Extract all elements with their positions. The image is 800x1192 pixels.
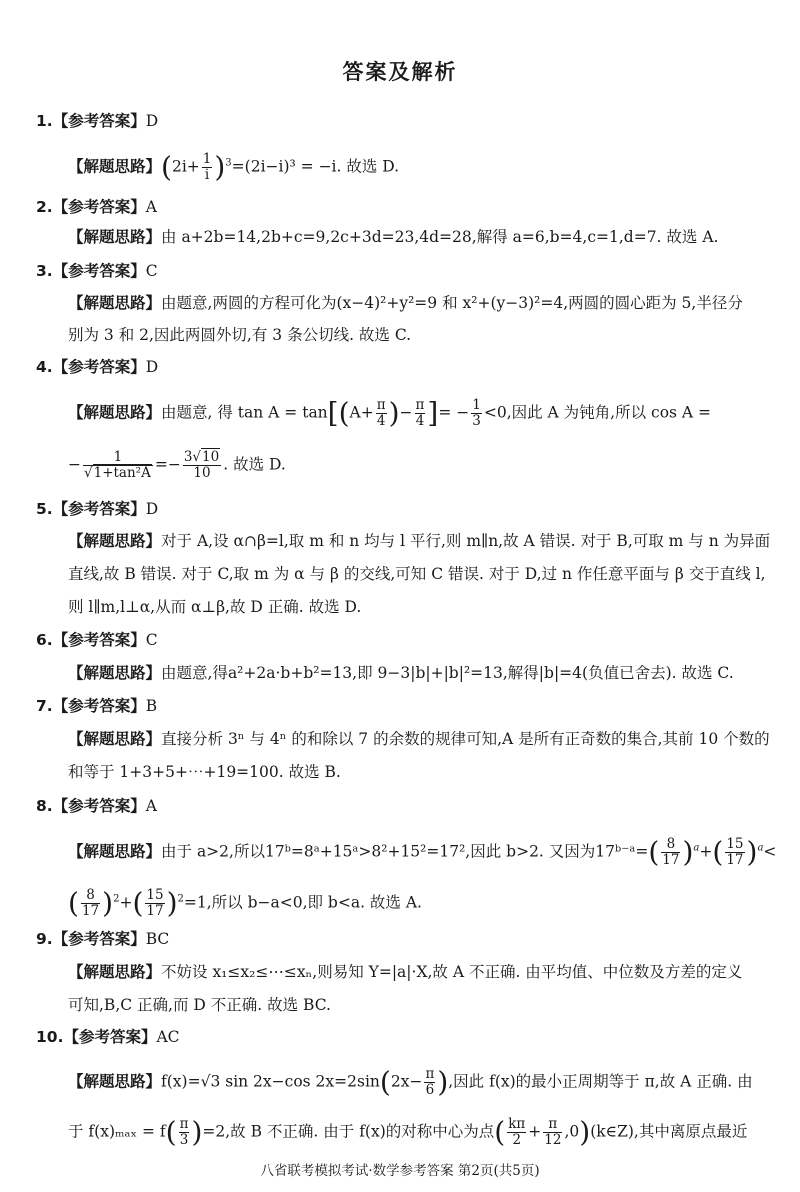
page-title: 答案及解析 xyxy=(342,60,458,84)
analysis-line-5c: 则 l∥m,l⊥α,从而 α⊥β,故 D 正确. 故选 D. xyxy=(68,598,362,616)
page-footer: 八省联考模拟考试·数学参考答案 第2页(共5页) xyxy=(260,1163,540,1179)
analysis-line-6: 【解题思路】由题意,得a²+2a·b+b²=13,即 9−3|b|+|b|²=13,解得|b|=4(负值已舍去). 故选 C. xyxy=(68,664,734,682)
analysis-line-1: 【解题思路】(2i+ $\frac{1}{i}$ )$^3$=(2i−i)³ = −i. 故选 D. xyxy=(68,150,400,184)
analysis-line-10b: 于 f(x)ₘₐₓ = f( $\frac{\pi}{3}$ )=2,故 B 不正确. 由于 f(x)的对称中心为点( $\frac{k\pi}{2}$ + $\frac{\pi}{12}$ ,0)(k∈Z),其中离原点最近 xyxy=(68,1115,748,1149)
analysis-line-5b: 直线,故 B 错误. 对于 C,取 m 为 α 与 β 的交线,可知 C 错误. 对于 D,过 n 作任意平面与 β 交于直线 l, xyxy=(68,565,766,583)
analysis-line-7b: 和等于 1+3+5+⋯+19=100. 故选 B. xyxy=(68,763,341,781)
answer-line-9: 9.【参考答案】BC xyxy=(36,930,170,948)
analysis-line-3b: 别为 3 和 2,因此两圆外切,有 3 条公切线. 故选 C. xyxy=(68,326,412,344)
analysis-line-10a: 【解题思路】f(x)=√3 sin 2x−cos 2x=2sin(2x− $\frac{\pi}{6}$ ),因此 f(x)的最小正周期等于 π,故 A 正确. 由 xyxy=(68,1065,753,1099)
analysis-line-3a: 【解题思路】由题意,两圆的方程可化为(x−4)²+y²=9 和 x²+(y−3)²=4,两圆的圆心距为 5,半径分 xyxy=(68,294,743,312)
answer-line-4: 4.【参考答案】D xyxy=(36,358,159,376)
answer-line-7: 7.【参考答案】B xyxy=(36,697,158,715)
analysis-line-8a: 【解题思路】由于 a>2,所以17ᵇ=8ᵃ+15ᵃ>8²+15²=17²,因此 b>2. 又因为17ᵇ⁻ᵃ=( $\frac{8}{17}$ )$^a$+( $\frac{15}{17}$ )$^a$< xyxy=(68,835,777,869)
analysis-line-2: 【解题思路】由 a+2b=14,2b+c=9,2c+3d=23,4d=28,解得 a=6,b=4,c=1,d=7. 故选 A. xyxy=(68,228,719,246)
answer-line-1: 1.【参考答案】D xyxy=(36,112,159,130)
analysis-line-7a: 【解题思路】直接分析 3ⁿ 与 4ⁿ 的和除以 7 的余数的规律可知,A 是所有正奇数的集合,其前 10 个数的 xyxy=(68,730,770,748)
answer-line-8: 8.【参考答案】A xyxy=(36,797,157,815)
answer-line-5: 5.【参考答案】D xyxy=(36,500,159,518)
analysis-line-9b: 可知,B,C 正确,而 D 不正确. 故选 BC. xyxy=(68,996,331,1014)
analysis-line-5a: 【解题思路】对于 A,设 α∩β=l,取 m 和 n 均与 l 平行,则 m∥n,故 A 错误. 对于 B,可取 m 与 n 为异面 xyxy=(68,532,771,550)
answer-line-6: 6.【参考答案】C xyxy=(36,631,158,649)
answer-line-10: 10.【参考答案】AC xyxy=(36,1028,180,1046)
analysis-line-4b: − $\frac{1}{\text{√1+tan²A}}$ =− $\frac{3√10}{10}$ . 故选 D. xyxy=(68,449,286,481)
analysis-line-8b: ( $\frac{8}{17}$ )$^2$+( $\frac{15}{17}$ )$^2$=1,所以 b−a<0,即 b<a. 故选 A. xyxy=(68,886,422,920)
answer-line-2: 2.【参考答案】A xyxy=(36,198,157,216)
analysis-line-4a: 【解题思路】由题意, 得 tan A = tan[(A+ $\frac{\pi}{4}$ )− $\frac{\pi}{4}$ ]= − $\frac{1}{3}$ <0,因此 A 为钝角,所以 cos A = xyxy=(68,396,712,430)
analysis-line-9a: 【解题思路】不妨设 x₁≤x₂≤⋯≤xₙ,则易知 Y=|a|·X,故 A 不正确. 由平均值、中位数及方差的定义 xyxy=(68,963,743,981)
answer-line-3: 3.【参考答案】C xyxy=(36,262,158,280)
